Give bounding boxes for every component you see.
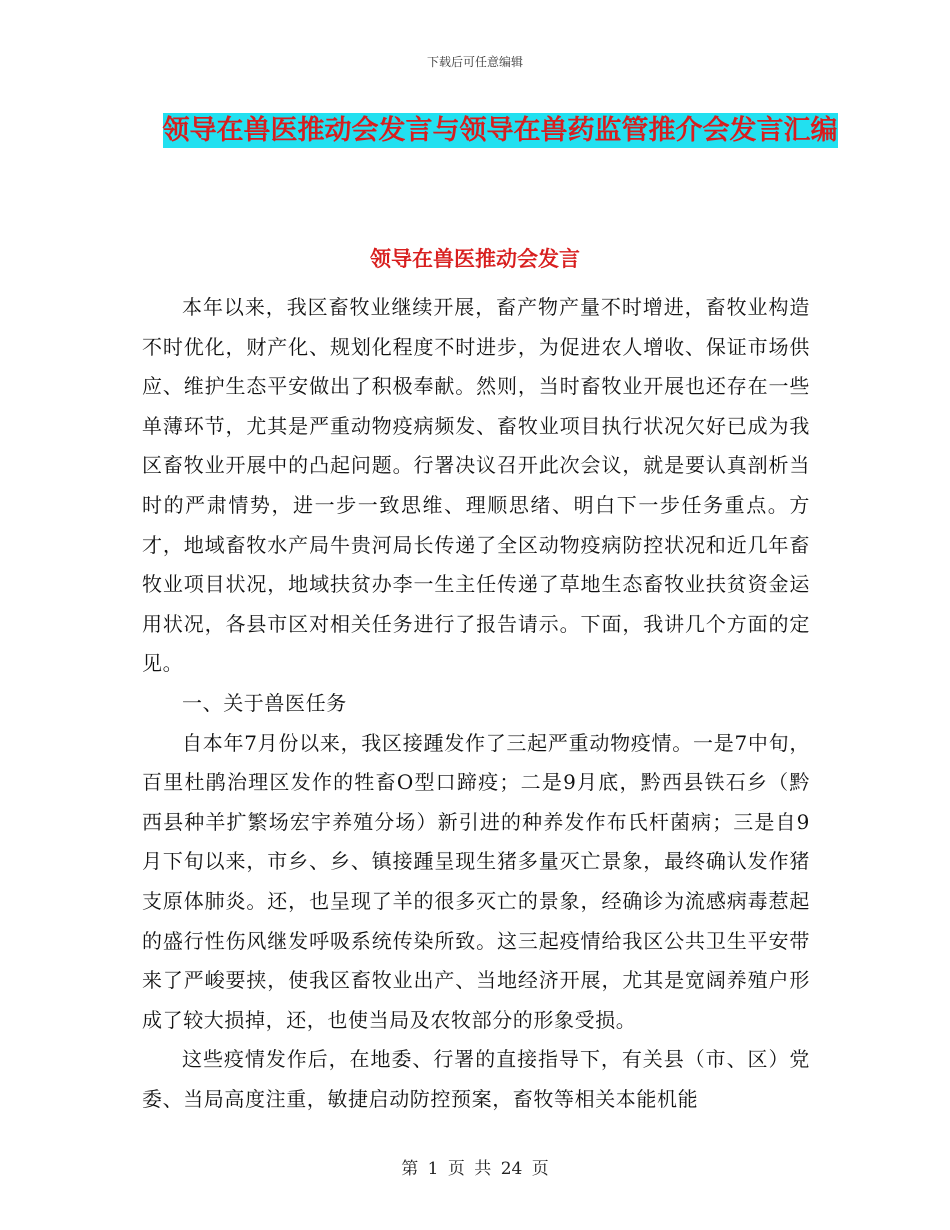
paragraph-heading: 一、关于兽医任务 (182, 690, 347, 715)
section-title: 领导在兽医推动会发言 (370, 247, 580, 271)
page-header: 下载后可任意编辑 (426, 55, 523, 69)
paragraph: 自本年7月份以来，我区接踵发作了三起严重动物疫情。一是7中旬，百里杜鹃治理区发作的牲畜O型口蹄疫；二是9月底，黔西县铁石乡（黔西县种羊扩繁场宏宇养殖分场）新引进的种养发作布氏杆菌病；三是自9月下旬以来，市乡、乡、镇接踵呈现生猪多量灭亡景象，最终确认发作猪支原体肺炎。还，也呈现了羊的很多灭亡的景象，经确诊为流感病毒惹起的盛行性伤风继发呼吸系统传染所致。这三起疫情给我区公共卫生平安带来了严峻要挟，使我区畜牧业出产、当地经济开展，尤其是宽阔养殖户形成了较大损掉，还，也使当局及农牧部分的形象受损。 (142, 730, 810, 1032)
document-title-text: 领导在兽医推动会发言与领导在兽药监管推介会发言汇编 (162, 115, 838, 146)
document-title (160, 108, 840, 154)
body-text (142, 288, 810, 1119)
paragraph: 本年以来，我区畜牧业继续开展，畜产物产量不时增进，畜牧业构造不时优化，财产化、规划化程度不时进步，为促进农人增收、保证市场供应、维护生态平安做出了积极奉献。然则，当时畜牧业开展也还存在一些单薄环节，尤其是严重动物疫病频发、畜牧业项目执行状况欠好已成为我区畜牧业开展中的凸起问题。行署决议召开此次会议，就是要认真剖析当时的严肃情势，进一步一致思维、理顺思绪、明白下一步任务重点。方才，地域畜牧水产局牛贵河局长传递了全区动物疫病防控状况和近几年畜牧业项目状况，地域扶贫办李一生主任传递了草地生态畜牧业扶贫资金运用状况，各县市区对相关任务进行了报告请示。下面，我讲几个方面的定见。 (142, 295, 810, 676)
page-number: 第 1 页 共 24 页 (401, 1159, 549, 1179)
paragraph: 这些疫情发作后，在地委、行署的直接指导下，有关县（市、区）党委、当局高度注重，敏捷启动防控预案，畜牧等相关本能机能 (142, 1047, 810, 1111)
